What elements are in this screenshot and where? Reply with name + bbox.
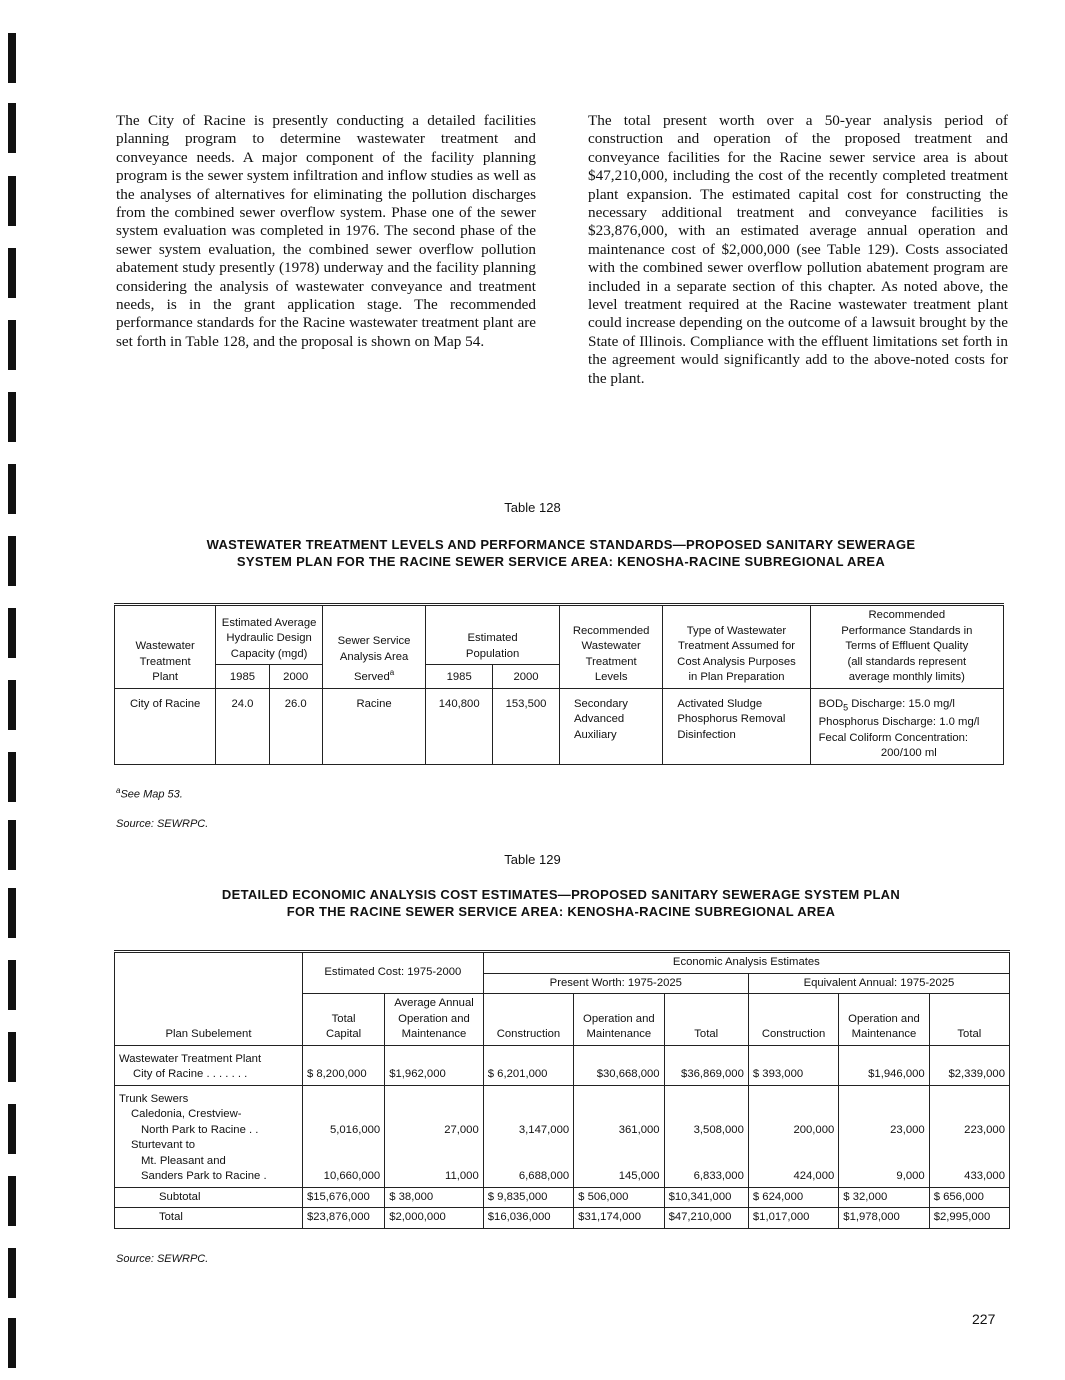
- table-128-title-line2: SYSTEM PLAN FOR THE RACINE SEWER SERVICE AREA: KENOSHA-RACINE SUBREGIONAL AREA: [236, 554, 886, 569]
- header-estimated-cost: Estimated Cost: 1975-2000: [302, 952, 483, 994]
- table-129-title-line1: DETAILED ECONOMIC ANALYSIS COST ESTIMATES—PROPOSED SANITARY SEWERAGE SYSTEM PLAN: [221, 887, 901, 902]
- table-129-title-line2: FOR THE RACINE SEWER SERVICE AREA: KENOSHA-RACINE SUBREGIONAL AREA: [286, 904, 836, 919]
- header-plant: Wastewater Treatment Plant: [115, 605, 216, 689]
- header-population-1985: 1985: [426, 665, 493, 688]
- left-paragraph: The City of Racine is presently conducting a detailed facilities planning program to determine wastewater treatment and conveyance needs. A major component of the facility planning program is the sewer system infiltration and inflow studies as well as the analyses of alternatives for eliminating the pollution discharges from the combined sewer overflow system. Phase one of the sewer system evaluation was completed in 1976. The second phase of the sewer system evaluation, the combined sewer overflow pollution abatement study presently (1978) underway and the facility planning considering the analysis of wastewater conveyance and treatment needs, is in the grant application stage. The recommended performance standards for the Racine wastewater treatment plant are set forth in Table 128, and the proposal is shown on Map 54.: [116, 112, 536, 350]
- table-row: Wastewater Treatment Plant City of Racine . . . . . . . $ 8,200,000 $1,962,000 $ 6,201,000 $30,668,000 $36,869,000 $ 393,000 $1,946,000 $2,339,000: [115, 1045, 1010, 1085]
- table-129-title: [0, 886, 1065, 920]
- table-129: [114, 950, 1010, 1229]
- header-treatment-type: Type of Wastewater Treatment Assumed for Cost Analysis Purposes in Plan Preparation: [663, 605, 810, 689]
- table-128-title: [0, 536, 1065, 570]
- table-row: Total $23,876,000 $2,000,000 $16,036,000 $31,174,000 $47,210,000 $1,017,000 $1,978,000 $2,995,000: [115, 1208, 1010, 1229]
- header-capacity-2000: 2000: [269, 665, 322, 688]
- table-row: Subtotal $15,676,000 $ 38,000 $ 9,835,000 $ 506,000 $10,341,000 $ 624,000 $ 32,000 $ 656,000: [115, 1187, 1010, 1208]
- header-average-annual: Average Annual Operation and Maintenance: [385, 994, 484, 1046]
- table-128-number: Table 128: [504, 500, 561, 515]
- table-128: [114, 603, 1004, 765]
- header-capacity: Estimated Average Hydraulic Design Capacity (mgd): [216, 605, 323, 665]
- header-plan-subelement: Plan Subelement: [115, 952, 303, 1046]
- header-capacity-1985: 1985: [216, 665, 269, 688]
- header-pw-operation: Operation and Maintenance: [574, 994, 664, 1046]
- header-ea-operation: Operation and Maintenance: [839, 994, 929, 1046]
- header-service-area: Sewer Service Analysis Area Served$^a$: [322, 605, 425, 689]
- header-treatment-levels: Recommended Wastewater Treatment Levels: [559, 605, 662, 689]
- header-present-worth: Present Worth: 1975-2025: [483, 973, 748, 994]
- header-performance-standards: Recommended Performance Standards in Terms of Effluent Quality (all standards represent average monthly limits): [810, 605, 1003, 689]
- header-population-2000: 2000: [493, 665, 560, 688]
- table-128-footnote: $^a$See Map 53.: [116, 786, 183, 801]
- right-paragraph: The total present worth over a 50-year analysis period of construction and operation of the proposed treatment and conveyance facilities for the Racine sewer service area is about $47,210,000, including the cost of the recently completed treatment plant expansion. The estimated capital cost for constructing the necessary additional treatment and conveyance facilities is $23,876,000, with an estimated average annual operation and maintenance cost of $2,000,000 (see Table 129). Costs associated with the combined sewer overflow pollution abatement program are included in a separate section of this chapter. As noted above, the level treatment required at the Racine wastewater treatment plant could increase depending on the outcome of a lawsuit brought by the State of Illinois. Compliance with the effluent limitations set forth in the agreement would significantly add to the above-noted costs for the plant.: [588, 112, 1008, 387]
- table-128-source: Source: SEWRPC.: [116, 818, 209, 830]
- page-number: 227: [972, 1311, 996, 1327]
- binding-marks: [8, 0, 20, 1380]
- table-128-title-line1: WASTEWATER TREATMENT LEVELS AND PERFORMANCE STANDARDS—PROPOSED SANITARY SEWERAGE: [206, 537, 916, 552]
- table-129-source: Source: SEWRPC.: [116, 1253, 209, 1265]
- table-129-number: Table 129: [504, 852, 561, 867]
- table-row: Trunk Sewers Caledonia, Crestview- North Park to Racine . . Sturtevant to Mt. Pleasant and Sanders Park to Racine . 5,016,000 10,660,000 27,000 11,000 3,147,000 6,688,000 361,000 145,000 3,508,000 6,833,000 200,000 424,000 23,000 9,000 223,000 433,000: [115, 1085, 1010, 1187]
- header-pw-construction: Construction: [483, 994, 573, 1046]
- header-total-capital: Total Capital: [302, 994, 384, 1046]
- header-ea-total: Total: [929, 994, 1009, 1046]
- header-equivalent-annual: Equivalent Annual: 1975-2025: [748, 973, 1009, 994]
- header-ea-construction: Construction: [748, 994, 838, 1046]
- header-economic-analysis: Economic Analysis Estimates: [483, 952, 1009, 974]
- table-row: City of Racine 24.0 26.0 Racine 140,800 153,500 Secondary Advanced Auxiliary Activated Sludge Phosphorus Removal Disinfection $BOD_5$ Discharge: 15.0 mg/l Phosphorus Discharge: 1.0 mg/l Fecal Coliform Concentration: 200/100 ml: [115, 688, 1004, 764]
- header-population: Estimated Population: [426, 605, 560, 665]
- header-pw-total: Total: [664, 994, 748, 1046]
